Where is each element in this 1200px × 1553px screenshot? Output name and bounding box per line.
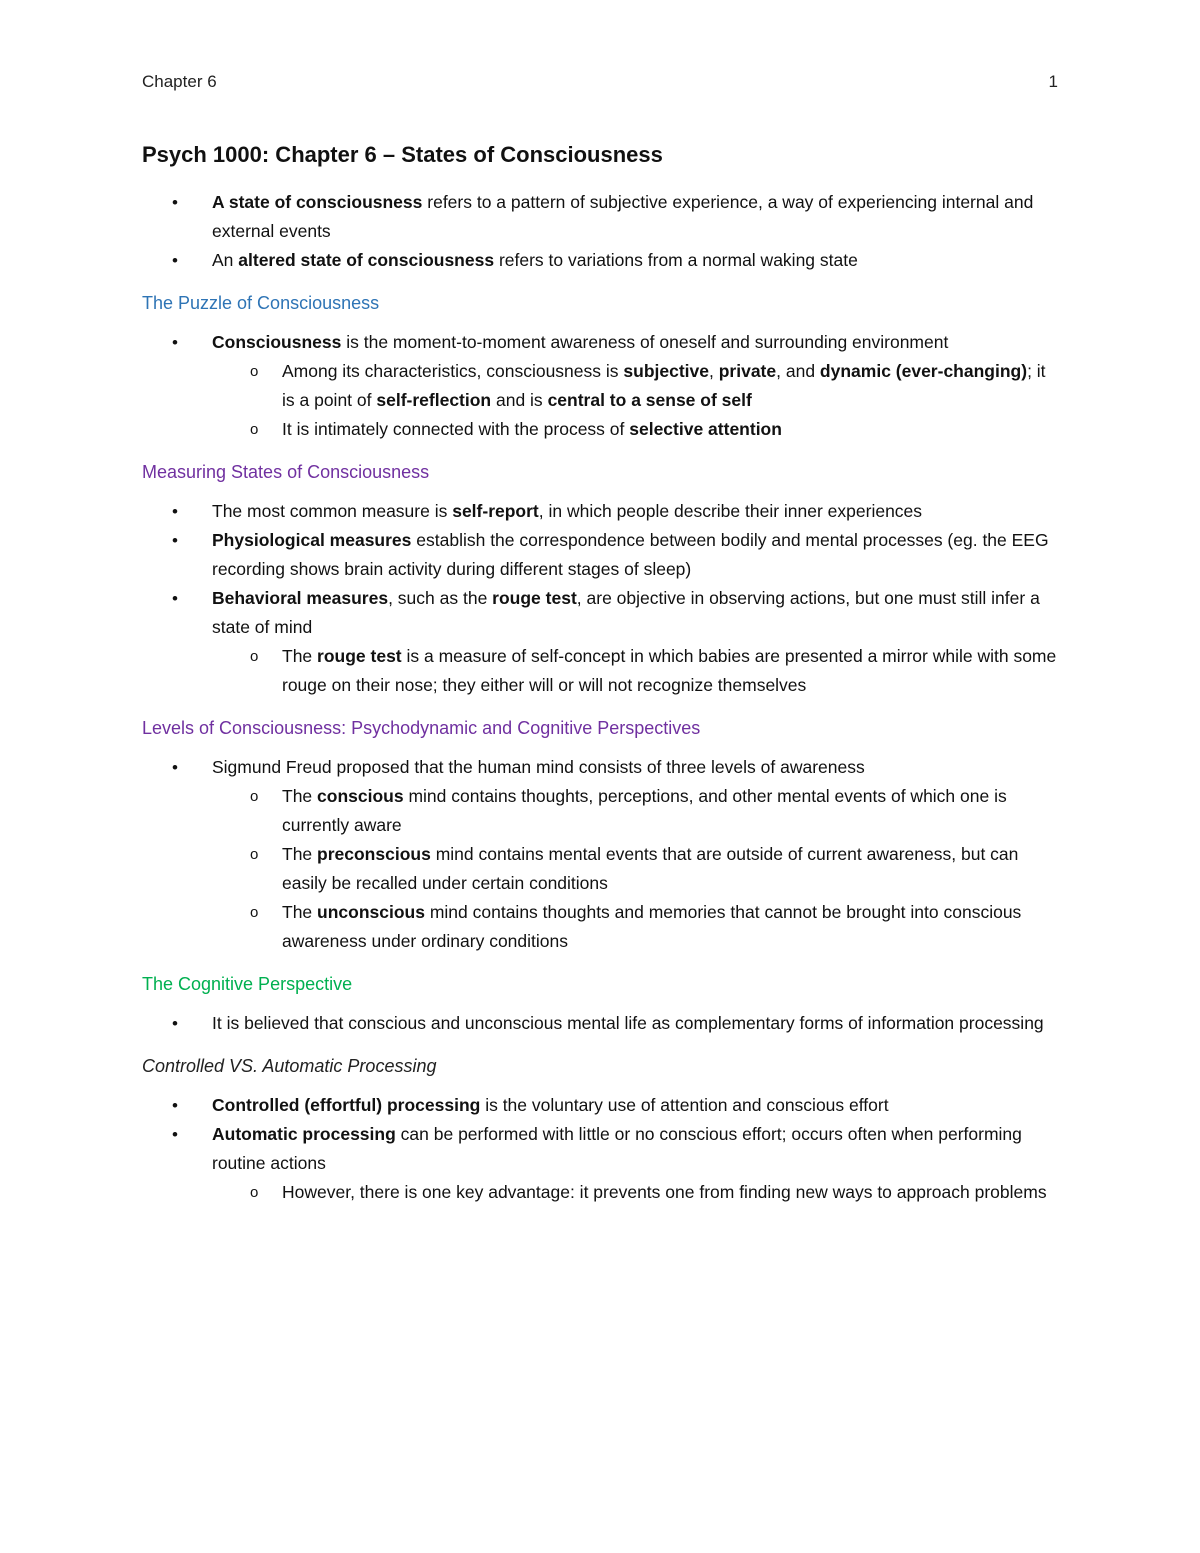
sub-list (142, 782, 1062, 956)
sub-list (142, 1178, 1062, 1207)
page-content (142, 142, 1062, 1207)
sub-bullet-icon: o (250, 904, 259, 921)
list-item: • An altered state of consciousness refers to variations from a normal waking state (142, 246, 1062, 275)
sub-bullet-icon: o (250, 648, 259, 665)
sub-bullet-icon: o (250, 363, 259, 380)
section-heading-cognitive: The Cognitive Perspective (142, 974, 353, 994)
sub-list-item: o The conscious mind contains thoughts, perceptions, and other mental events of which one is currently aware (142, 782, 1062, 840)
bullet-icon: • (172, 193, 178, 212)
sub-bullet-icon: o (250, 1184, 259, 1201)
bullet-icon: • (172, 502, 178, 521)
puzzle-list (142, 328, 1062, 444)
controlled-list (142, 1091, 1062, 1207)
sub-bullet-icon: o (250, 421, 259, 438)
sub-list (142, 642, 1062, 700)
section-heading-controlled: Controlled VS. Automatic Processing (142, 1056, 437, 1076)
bullet-icon: • (172, 758, 178, 777)
list-item: • Consciousness is the moment-to-moment awareness of oneself and surrounding environment o Among its characteristics, consciousness is subjective, private, and dynamic (ever-changing); it is a point of self-reflection and is central to a sense of self o It is intimately connected with the process of selective attention (142, 328, 1062, 444)
section-heading-measuring: Measuring States of Consciousness (142, 462, 430, 482)
page-header (142, 72, 1058, 92)
sub-list-item: o The rouge test is a measure of self-concept in which babies are presented a mirror while with some rouge on their nose; they either will or will not recognize themselves (142, 642, 1062, 700)
sub-list-item: o It is intimately connected with the process of selective attention (142, 415, 1062, 444)
bullet-icon: • (172, 1096, 178, 1115)
bullet-icon: • (172, 531, 178, 550)
list-item: • A state of consciousness refers to a pattern of subjective experience, a way of experiencing internal and external events (142, 188, 1062, 246)
sub-list-item: o Among its characteristics, consciousness is subjective, private, and dynamic (ever-changing); it is a point of self-reflection and is central to a sense of self (142, 357, 1062, 415)
section-heading-puzzle: The Puzzle of Consciousness (142, 293, 380, 313)
bullet-icon: • (172, 333, 178, 352)
list-item: • The most common measure is self-report, in which people describe their inner experiences (142, 497, 1062, 526)
list-item: • Behavioral measures, such as the rouge test, are objective in observing actions, but one must still infer a state of mind o The rouge test is a measure of self-concept in which babies are presented a mirror while with some rouge on their nose; they either will or will not recognize themselves (142, 584, 1062, 700)
bullet-icon: • (172, 589, 178, 608)
list-item: • It is believed that conscious and unconscious mental life as complementary forms of information processing (142, 1009, 1062, 1038)
measuring-list (142, 497, 1062, 700)
intro-list (142, 188, 1062, 275)
sub-list-item: o However, there is one key advantage: it prevents one from finding new ways to approach problems (142, 1178, 1062, 1207)
sub-list-item: o The preconscious mind contains mental events that are outside of current awareness, but can easily be recalled under certain conditions (142, 840, 1062, 898)
page-number: 1 (1048, 72, 1058, 91)
sub-bullet-icon: o (250, 788, 259, 805)
levels-list (142, 753, 1062, 956)
sub-list-item: o The unconscious mind contains thoughts and memories that cannot be brought into conscious awareness under ordinary conditions (142, 898, 1062, 956)
bullet-icon: • (172, 251, 178, 270)
document-title: Psych 1000: Chapter 6 – States of Consciousness (142, 142, 663, 167)
list-item: • Automatic processing can be performed with little or no conscious effort; occurs often when performing routine actions o However, there is one key advantage: it prevents one from finding new ways to approach problems (142, 1120, 1062, 1207)
cognitive-list (142, 1009, 1062, 1038)
sub-list (142, 357, 1062, 444)
bullet-icon: • (172, 1014, 178, 1033)
header-chapter: Chapter 6 (142, 72, 217, 91)
list-item: • Physiological measures establish the correspondence between bodily and mental processes (eg. the EEG recording shows brain activity during different stages of sleep) (142, 526, 1062, 584)
sub-bullet-icon: o (250, 846, 259, 863)
bullet-icon: • (172, 1125, 178, 1144)
section-heading-levels: Levels of Consciousness: Psychodynamic and Cognitive Perspectives (142, 718, 701, 738)
list-item: • Controlled (effortful) processing is the voluntary use of attention and conscious effort (142, 1091, 1062, 1120)
list-item: • Sigmund Freud proposed that the human mind consists of three levels of awareness o The conscious mind contains thoughts, perceptions, and other mental events of which one is currently aware o The preconscious mind contains mental events that are outside of current awareness, but can easily be recalled under certain conditions o The unconscious mind contains thoughts and memories that cannot be brought into conscious awareness under ordinary conditions (142, 753, 1062, 956)
